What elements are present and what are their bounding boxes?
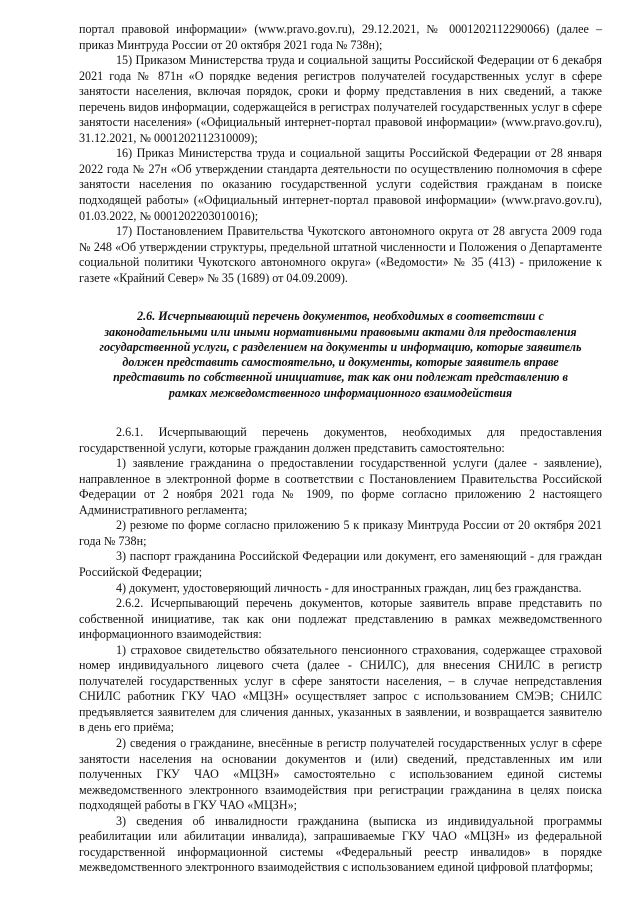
paragraph-2-6-2: 2.6.2. Исчерпывающий перечень документов, которые заявитель вправе представить по собственной инициативе, так как они подлежат представлению в рамках межведомственного информационного взаимодействия: — [79, 596, 602, 642]
list-item-application: 1) заявление гражданина о предоставлении государственной услуги (далее - заявление), направленное в электронной форме в соответствии с Постановлением Правительства Российской Федерации от 2 ноября 2021 года № 1909, по форме согласно приложению 2 настоящего Административного регламента; — [79, 456, 602, 517]
list-item-register-info: 2) сведения о гражданине, внесённые в регистр получателей государственных услуг в сфере занятости населения на основании документов и (или) сведений, представленных им или полученных ГКУ ЧАО «МЦЗН» самостоятельно с использованием единой системы межведомственного электронного взаимодействия при регистрации гражданина в целях поиска подходящей работы в ГКУ ЧАО «МЦЗН»; — [79, 736, 602, 813]
section-heading-2-6: 2.6. Исчерпывающий перечень документов, необходимых в соответствии с законодательными или иными нормативными правовыми актами для предоставления государственной услуги, с разделением на документы и информацию, которые заявитель должен представить самостоятельно, и документы, которые заявитель вправе представить по собственной инициативе, так как они подлежат представлению в рамках межведомственного информационного взаимодействия — [99, 309, 582, 400]
list-item-disability-info: 3) сведения об инвалидности гражданина (выписка из индивидуальной программы реабилитации или абилитации инвалида), запрашиваемые ГКУ ЧАО «МЦЗН» из федеральной государственной информационной системы «Федеральный реестр инвалидов» в порядке межведомственного электронного взаимодействия с использованием единой цифровой платформы; — [79, 813, 602, 875]
paragraph-item-15: 15) Приказом Министерства труда и социальной защиты Российской Федерации от 6 декабря 2021 года № 871н «О порядке ведения регистров получателей государственных услуг в сфере занятости населения, включая порядок, сроки и форму представления в них сведений, а также перечень видов информации, содержащейся в регистрах получателей государственных услуг в сфере занятости населения» («Официальный интернет-портал правовой информации» (www.pravo.gov.ru), 31.12.2021, № 0001202112310009); — [79, 53, 602, 145]
paragraph-item-16: 16) Приказ Министерства труда и социальной защиты Российской Федерации от 28 января 2022 года № 27н «Об утверждении стандарта деятельности по осуществлению полномочия в сфере занятости населения по оказанию государственной услуги содействия гражданам в поиске подходящей работы» («Официальный интернет-портал правовой информации» (www.pravo.gov.ru), 01.03.2022, № 0001202203010016); — [79, 146, 602, 223]
paragraphs-after — [79, 425, 602, 876]
paragraph-item-17: 17) Постановлением Правительства Чукотского автономного округа от 28 августа 2009 года № 248 «Об утверждении структуры, предельной штатной численности и Положения о Департаменте социальной политики Чукотского автономного округа» («Ведомости» № 35 (413) - приложение к газете «Крайний Север» № 35 (1689) от 04.09.2009). — [79, 224, 602, 285]
list-item-snils: 1) страховое свидетельство обязательного пенсионного страхования, содержащее страховой номер индивидуального лицевого счета (далее - СНИЛС), для внесения СНИЛС в регистр получателей государственных услуг в сфере занятости населения, – в случае непредставления СНИЛС работник ГКУ ЧАО «МЦЗН» осуществляет запрос с использованием СМЭВ; СНИЛС предъявляется заявителем для сличения данных, указанных в заявлении, и возвращается заявителю в день его приёма; — [79, 642, 602, 735]
paragraph-intro-continuation: портал правовой информации» (www.pravo.gov.ru), 29.12.2021, № 0001202112290066) (далее – приказ Минтруда России от 20 октября 2021 года № 738н); — [79, 22, 602, 52]
list-item-identity-document: 4) документ, удостоверяющий личность - для иностранных граждан, лиц без гражданства. — [116, 580, 582, 595]
list-item-resume: 2) резюме по форме согласно приложению 5 к приказу Минтруда России от 20 октября 2021 года № 738н; — [79, 518, 602, 548]
list-item-passport: 3) паспорт гражданина Российской Федерации или документ, его заменяющий - для граждан Российской Федерации; — [79, 549, 602, 579]
paragraph-2-6-1: 2.6.1. Исчерпывающий перечень документов, необходимых для предоставления государственной услуги, которые гражданин должен представить самостоятельно: — [79, 425, 602, 455]
paragraphs-before — [79, 22, 602, 286]
